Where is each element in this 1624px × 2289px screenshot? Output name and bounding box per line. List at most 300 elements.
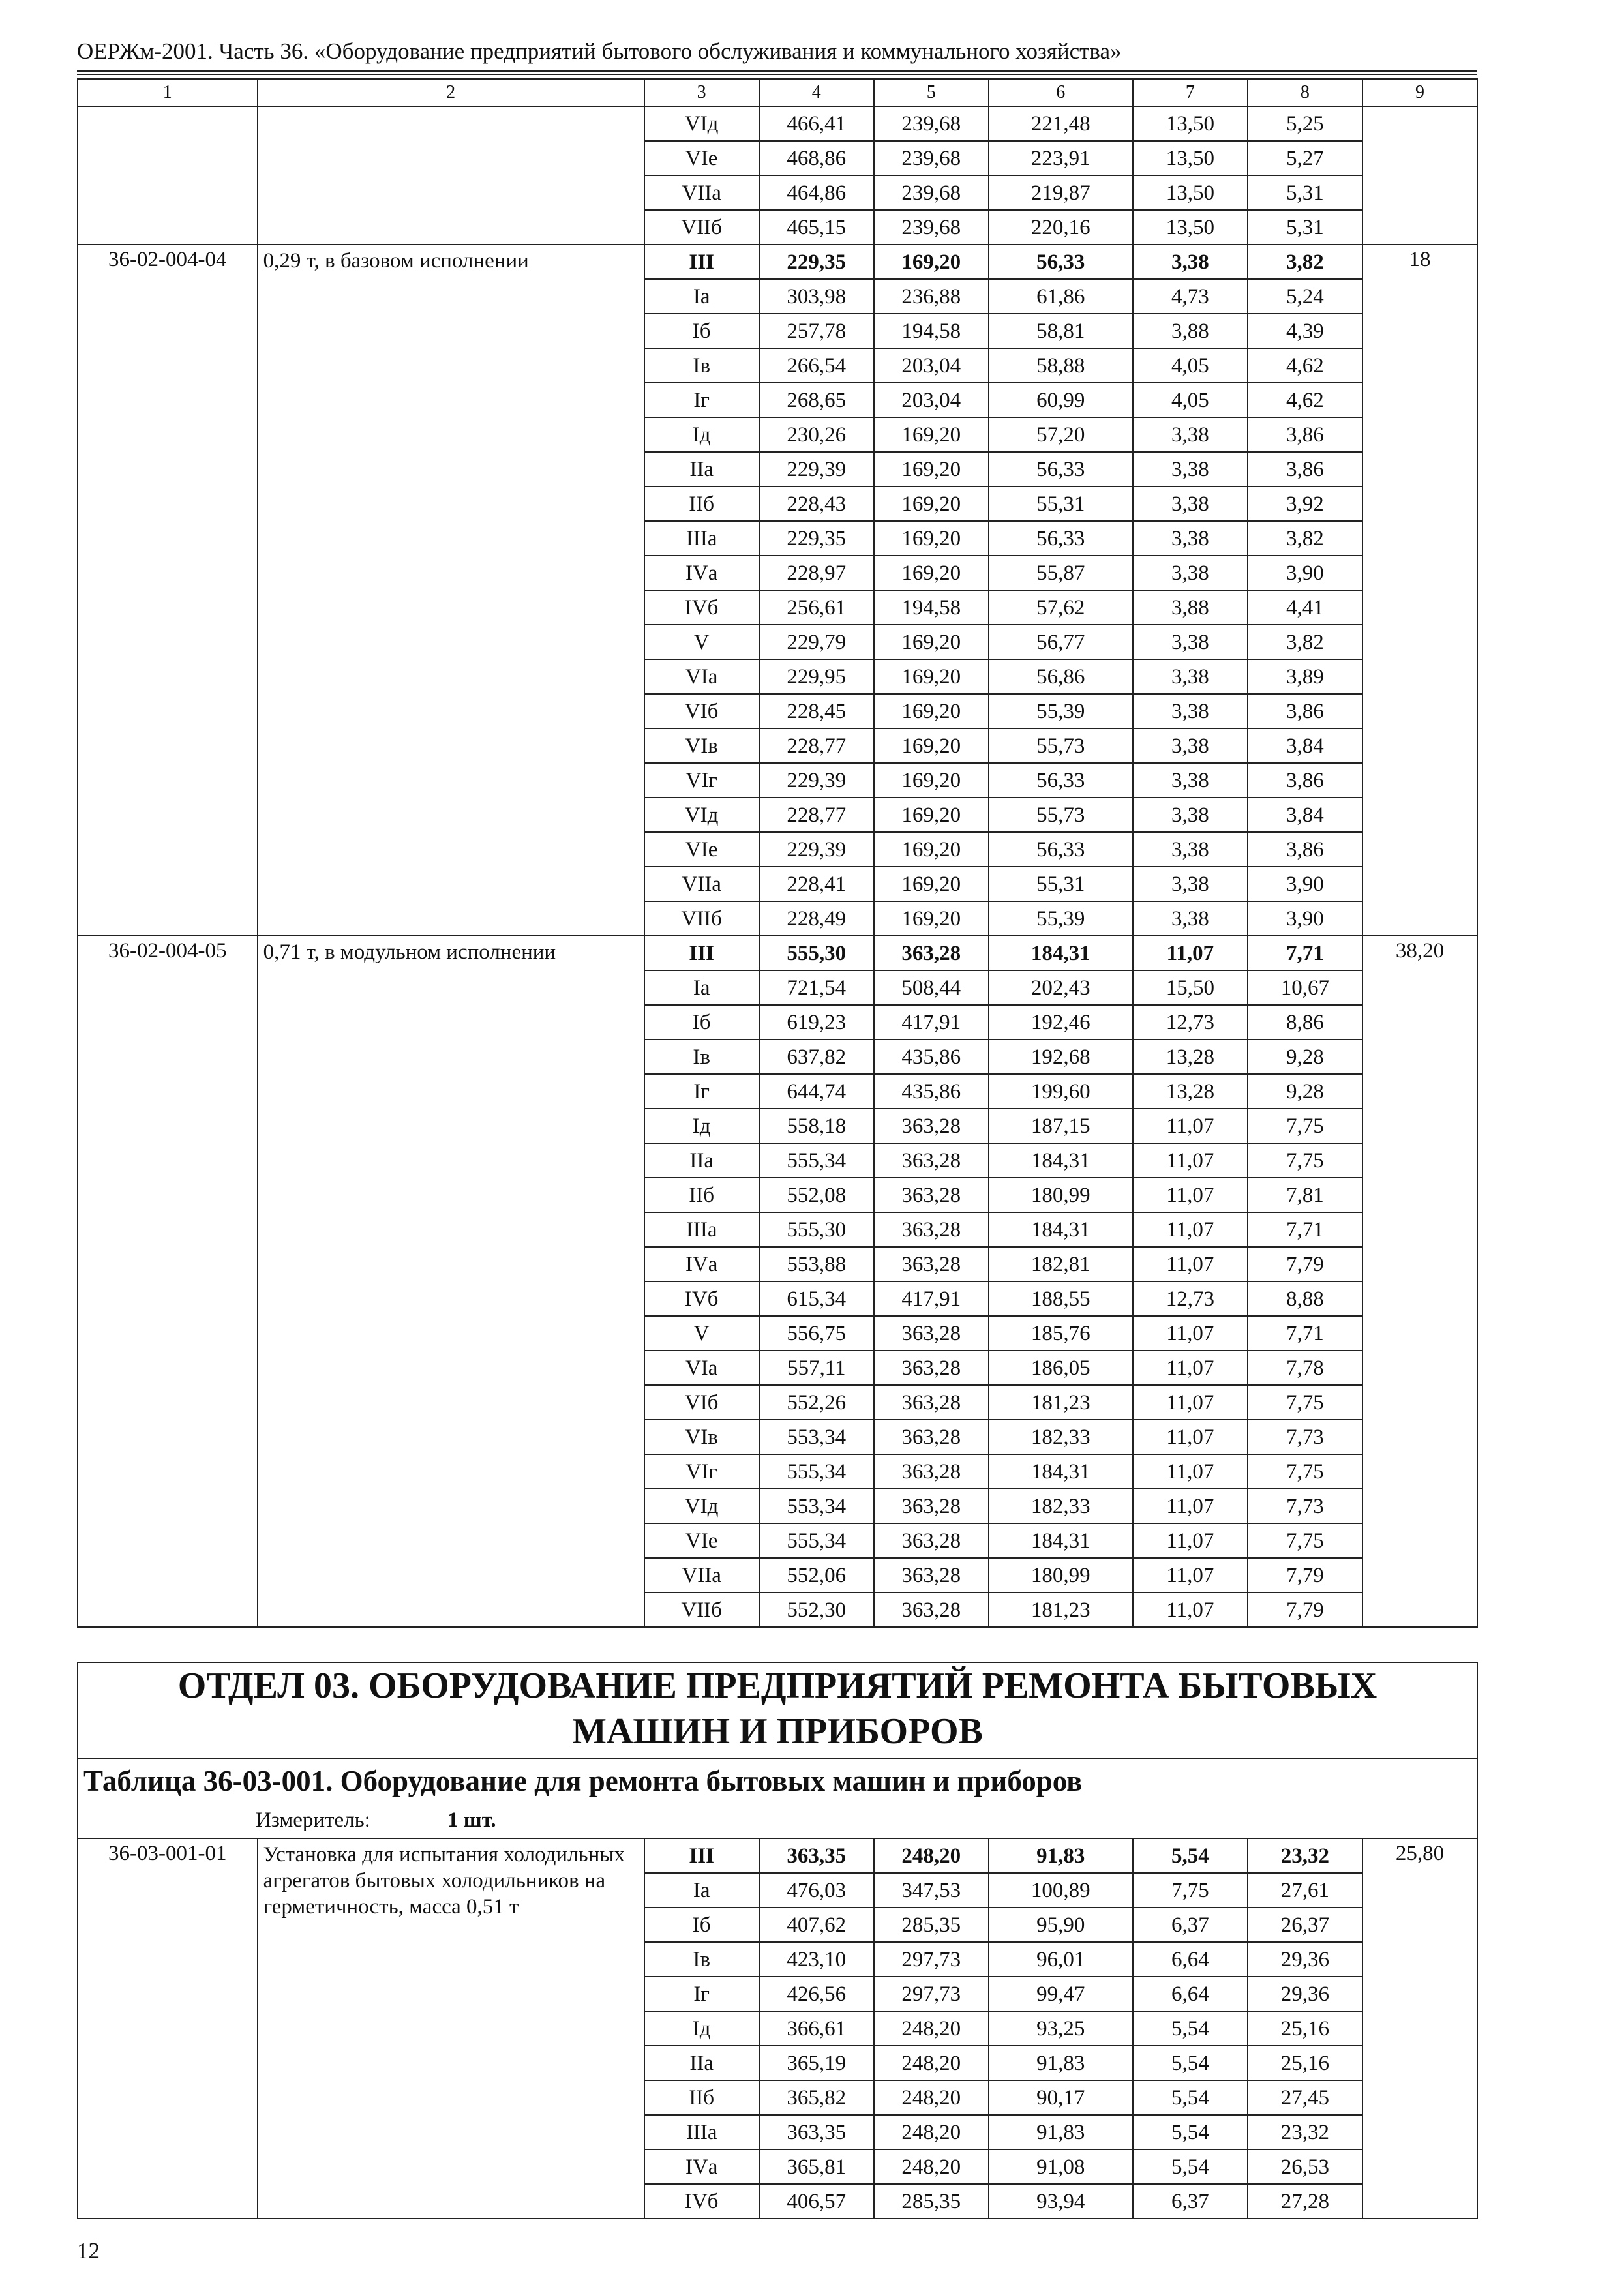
zone-cell: Iг	[644, 1977, 759, 2011]
value-cell: 169,20	[874, 694, 989, 728]
column-number: 3	[644, 79, 759, 106]
description-cell: Установка для испытания холодильных агрегатов бытовых холодильников на герметичность, масса 0,51 т	[258, 1838, 644, 2219]
value-cell: 3,86	[1248, 694, 1362, 728]
value-cell: 15,50	[1133, 970, 1248, 1005]
zone-cell: III	[644, 936, 759, 970]
value-cell: 363,28	[874, 1385, 989, 1420]
description-cell: 0,71 т, в модульном исполнении	[258, 936, 644, 1627]
zone-cell: Iа	[644, 279, 759, 314]
value-cell: 11,07	[1133, 1247, 1248, 1281]
value-cell: 435,86	[874, 1074, 989, 1109]
value-cell: 3,86	[1248, 452, 1362, 486]
value-cell: 11,07	[1133, 1523, 1248, 1558]
value-cell: 99,47	[989, 1977, 1133, 2011]
zone-cell: VIа	[644, 659, 759, 694]
zone-cell: VIIа	[644, 1558, 759, 1593]
value-cell: 4,41	[1248, 590, 1362, 625]
value-cell: 199,60	[989, 1074, 1133, 1109]
zone-cell: III	[644, 1838, 759, 1873]
value-cell: 8,88	[1248, 1281, 1362, 1316]
value-cell: 363,28	[874, 1489, 989, 1523]
table-row	[78, 1838, 1477, 1873]
value-cell: 228,97	[759, 556, 874, 590]
value-cell: 169,20	[874, 245, 989, 279]
zone-cell: IVб	[644, 2184, 759, 2219]
zone-cell: IIIа	[644, 2115, 759, 2149]
value-cell: 363,28	[874, 936, 989, 970]
value-cell: 4,05	[1133, 383, 1248, 417]
value-cell: 3,38	[1133, 694, 1248, 728]
value-cell: 5,54	[1133, 2080, 1248, 2115]
value-cell: 366,61	[759, 2011, 874, 2046]
value-cell: 229,95	[759, 659, 874, 694]
value-cell: 555,30	[759, 936, 874, 970]
value-cell: 248,20	[874, 2115, 989, 2149]
value-cell: 187,15	[989, 1109, 1133, 1143]
value-cell: 363,28	[874, 1454, 989, 1489]
value-cell: 7,75	[1248, 1385, 1362, 1420]
page-number: 12	[77, 2238, 100, 2264]
value-cell: 169,20	[874, 763, 989, 798]
description-cell: 0,29 т, в базовом исполнении	[258, 245, 644, 936]
prices-table-36-03-001	[77, 1838, 1478, 2219]
value-cell: 11,07	[1133, 1558, 1248, 1593]
value-cell: 7,75	[1248, 1143, 1362, 1178]
value-cell: 239,68	[874, 141, 989, 175]
value-cell: 26,53	[1248, 2149, 1362, 2184]
unit-value: 1 шт.	[447, 1808, 496, 1832]
value-cell: 221,48	[989, 106, 1133, 141]
zone-cell: VIе	[644, 832, 759, 867]
value-cell: 7,75	[1248, 1109, 1362, 1143]
table-row	[78, 936, 1477, 970]
value-cell: 29,36	[1248, 1977, 1362, 2011]
value-cell: 239,68	[874, 106, 989, 141]
value-cell: 11,07	[1133, 1420, 1248, 1454]
value-cell: 363,28	[874, 1143, 989, 1178]
value-cell: 55,39	[989, 901, 1133, 936]
value-cell: 363,28	[874, 1558, 989, 1593]
zone-cell: IVб	[644, 590, 759, 625]
value-cell: 229,39	[759, 452, 874, 486]
value-cell: 4,62	[1248, 348, 1362, 383]
value-cell: 223,91	[989, 141, 1133, 175]
value-cell: 303,98	[759, 279, 874, 314]
value-cell: 229,35	[759, 521, 874, 556]
value-cell: 407,62	[759, 1908, 874, 1942]
value-cell: 239,68	[874, 210, 989, 245]
value-cell: 3,89	[1248, 659, 1362, 694]
value-cell: 363,28	[874, 1212, 989, 1247]
value-cell: 9,28	[1248, 1074, 1362, 1109]
value-cell: 3,38	[1133, 417, 1248, 452]
value-cell: 6,37	[1133, 2184, 1248, 2219]
value-cell: 181,23	[989, 1385, 1133, 1420]
zone-cell: Iд	[644, 417, 759, 452]
value-cell: 3,38	[1133, 486, 1248, 521]
value-cell: 363,28	[874, 1316, 989, 1351]
value-cell: 557,11	[759, 1351, 874, 1385]
value-cell: 56,33	[989, 245, 1133, 279]
value-cell: 423,10	[759, 1942, 874, 1977]
zone-cell: VIд	[644, 106, 759, 141]
zone-cell: VIг	[644, 1454, 759, 1489]
column-number: 5	[874, 79, 989, 106]
department-title-line1: ОТДЕЛ 03. ОБОРУДОВАНИЕ ПРЕДПРИЯТИЙ РЕМОНТА БЫТОВЫХ	[177, 1666, 1377, 1706]
value-cell: 266,54	[759, 348, 874, 383]
page-header: ОЕРЖм-2001. Часть 36. «Оборудование предприятий бытового обслуживания и коммунального хозяйства»	[77, 38, 1122, 64]
labor-cell: 25,80	[1362, 1838, 1477, 2219]
zone-cell: VIб	[644, 1385, 759, 1420]
value-cell: 558,18	[759, 1109, 874, 1143]
value-cell: 11,07	[1133, 1212, 1248, 1247]
value-cell: 297,73	[874, 1942, 989, 1977]
header-rule	[77, 70, 1477, 75]
value-cell: 27,45	[1248, 2080, 1362, 2115]
value-cell: 194,58	[874, 590, 989, 625]
value-cell: 363,28	[874, 1109, 989, 1143]
value-cell: 363,28	[874, 1593, 989, 1627]
value-cell: 556,75	[759, 1316, 874, 1351]
zone-cell: Iв	[644, 1942, 759, 1977]
value-cell: 285,35	[874, 1908, 989, 1942]
zone-cell: IIб	[644, 2080, 759, 2115]
value-cell: 7,73	[1248, 1489, 1362, 1523]
value-cell: 169,20	[874, 728, 989, 763]
value-cell: 203,04	[874, 348, 989, 383]
value-cell: 3,86	[1248, 832, 1362, 867]
value-cell: 5,54	[1133, 2011, 1248, 2046]
zone-cell: Iа	[644, 1873, 759, 1908]
value-cell: 417,91	[874, 1281, 989, 1316]
value-cell: 13,28	[1133, 1040, 1248, 1074]
value-cell: 56,33	[989, 763, 1133, 798]
value-cell: 347,53	[874, 1873, 989, 1908]
value-cell: 7,78	[1248, 1351, 1362, 1385]
zone-cell: IIа	[644, 2046, 759, 2080]
value-cell: 257,78	[759, 314, 874, 348]
zone-cell: Iд	[644, 1109, 759, 1143]
value-cell: 13,50	[1133, 106, 1248, 141]
value-cell: 553,34	[759, 1489, 874, 1523]
value-cell: 56,33	[989, 832, 1133, 867]
value-cell: 184,31	[989, 1212, 1133, 1247]
value-cell: 363,28	[874, 1247, 989, 1281]
value-cell: 3,38	[1133, 832, 1248, 867]
value-cell: 466,41	[759, 106, 874, 141]
value-cell: 169,20	[874, 832, 989, 867]
value-cell: 56,77	[989, 625, 1133, 659]
value-cell: 11,07	[1133, 1143, 1248, 1178]
labor-cell	[1362, 106, 1477, 245]
value-cell: 229,39	[759, 832, 874, 867]
value-cell: 220,16	[989, 210, 1133, 245]
value-cell: 3,38	[1133, 763, 1248, 798]
value-cell: 508,44	[874, 970, 989, 1005]
value-cell: 552,26	[759, 1385, 874, 1420]
value-cell: 4,73	[1133, 279, 1248, 314]
value-cell: 219,87	[989, 175, 1133, 210]
value-cell: 248,20	[874, 2080, 989, 2115]
value-cell: 3,38	[1133, 521, 1248, 556]
value-cell: 60,99	[989, 383, 1133, 417]
value-cell: 169,20	[874, 798, 989, 832]
value-cell: 169,20	[874, 486, 989, 521]
value-cell: 55,73	[989, 798, 1133, 832]
value-cell: 555,30	[759, 1212, 874, 1247]
value-cell: 55,39	[989, 694, 1133, 728]
value-cell: 3,82	[1248, 521, 1362, 556]
value-cell: 182,33	[989, 1420, 1133, 1454]
value-cell: 552,06	[759, 1558, 874, 1593]
zone-cell: V	[644, 1316, 759, 1351]
value-cell: 192,68	[989, 1040, 1133, 1074]
value-cell: 6,37	[1133, 1908, 1248, 1942]
value-cell: 11,07	[1133, 1385, 1248, 1420]
value-cell: 56,33	[989, 452, 1133, 486]
value-cell: 27,28	[1248, 2184, 1362, 2219]
value-cell: 7,79	[1248, 1593, 1362, 1627]
rate-code-cell: 36-02-004-05	[78, 936, 258, 1627]
value-cell: 228,77	[759, 728, 874, 763]
value-cell: 55,73	[989, 728, 1133, 763]
value-cell: 3,86	[1248, 763, 1362, 798]
zone-cell: IIа	[644, 1143, 759, 1178]
value-cell: 11,07	[1133, 1351, 1248, 1385]
value-cell: 464,86	[759, 175, 874, 210]
value-cell: 248,20	[874, 2149, 989, 2184]
value-cell: 169,20	[874, 901, 989, 936]
value-cell: 194,58	[874, 314, 989, 348]
value-cell: 435,86	[874, 1040, 989, 1074]
value-cell: 228,49	[759, 901, 874, 936]
value-cell: 7,71	[1248, 1316, 1362, 1351]
table-row	[78, 245, 1477, 279]
zone-cell: IIб	[644, 1178, 759, 1212]
zone-cell: IVб	[644, 1281, 759, 1316]
value-cell: 3,82	[1248, 245, 1362, 279]
value-cell: 644,74	[759, 1074, 874, 1109]
department-heading	[77, 1662, 1478, 1759]
value-cell: 363,28	[874, 1523, 989, 1558]
zone-cell: VIг	[644, 763, 759, 798]
value-cell: 637,82	[759, 1040, 874, 1074]
value-cell: 57,62	[989, 590, 1133, 625]
value-cell: 615,34	[759, 1281, 874, 1316]
column-number: 8	[1248, 79, 1362, 106]
zone-cell: VIIб	[644, 210, 759, 245]
value-cell: 27,61	[1248, 1873, 1362, 1908]
value-cell: 552,08	[759, 1178, 874, 1212]
value-cell: 228,77	[759, 798, 874, 832]
value-cell: 417,91	[874, 1005, 989, 1040]
value-cell: 3,38	[1133, 798, 1248, 832]
value-cell: 56,86	[989, 659, 1133, 694]
value-cell: 3,86	[1248, 417, 1362, 452]
zone-cell: VIв	[644, 728, 759, 763]
zone-cell: Iв	[644, 1040, 759, 1074]
value-cell: 365,81	[759, 2149, 874, 2184]
value-cell: 5,54	[1133, 2046, 1248, 2080]
value-cell: 13,50	[1133, 175, 1248, 210]
zone-cell: Iд	[644, 2011, 759, 2046]
labor-cell: 38,20	[1362, 936, 1477, 1627]
table-row	[78, 106, 1477, 141]
zone-cell: III	[644, 245, 759, 279]
value-cell: 555,34	[759, 1454, 874, 1489]
zone-cell: VIIб	[644, 1593, 759, 1627]
value-cell: 180,99	[989, 1558, 1133, 1593]
value-cell: 12,73	[1133, 1281, 1248, 1316]
department-title-line2: МАШИН И ПРИБОРОВ	[572, 1711, 983, 1752]
value-cell: 11,07	[1133, 1489, 1248, 1523]
value-cell: 3,84	[1248, 728, 1362, 763]
value-cell: 3,90	[1248, 556, 1362, 590]
value-cell: 5,27	[1248, 141, 1362, 175]
value-cell: 202,43	[989, 970, 1133, 1005]
value-cell: 553,88	[759, 1247, 874, 1281]
table-title: Таблица 36-03-001. Оборудование для ремонта бытовых машин и приборов	[83, 1765, 1083, 1797]
value-cell: 285,35	[874, 2184, 989, 2219]
value-cell: 7,71	[1248, 936, 1362, 970]
value-cell: 3,90	[1248, 867, 1362, 901]
value-cell: 91,83	[989, 2115, 1133, 2149]
value-cell: 184,31	[989, 1454, 1133, 1489]
value-cell: 268,65	[759, 383, 874, 417]
column-number: 9	[1362, 79, 1477, 106]
value-cell: 256,61	[759, 590, 874, 625]
value-cell: 11,07	[1133, 1593, 1248, 1627]
value-cell: 3,88	[1133, 590, 1248, 625]
value-cell: 90,17	[989, 2080, 1133, 2115]
value-cell: 100,89	[989, 1873, 1133, 1908]
value-cell: 23,32	[1248, 2115, 1362, 2149]
value-cell: 3,92	[1248, 486, 1362, 521]
zone-cell: VIе	[644, 141, 759, 175]
zone-cell: Iб	[644, 1908, 759, 1942]
value-cell: 169,20	[874, 417, 989, 452]
table-heading	[77, 1756, 1478, 1839]
zone-cell: Iв	[644, 348, 759, 383]
value-cell: 228,41	[759, 867, 874, 901]
value-cell: 25,16	[1248, 2046, 1362, 2080]
zone-cell: Iа	[644, 970, 759, 1005]
value-cell: 13,28	[1133, 1074, 1248, 1109]
value-cell: 3,90	[1248, 901, 1362, 936]
description-cell	[258, 106, 644, 245]
zone-cell: IVа	[644, 1247, 759, 1281]
value-cell: 182,81	[989, 1247, 1133, 1281]
value-cell: 5,54	[1133, 2149, 1248, 2184]
value-cell: 363,35	[759, 2115, 874, 2149]
value-cell: 7,75	[1133, 1873, 1248, 1908]
value-cell: 91,83	[989, 1838, 1133, 1873]
value-cell: 4,62	[1248, 383, 1362, 417]
value-cell: 9,28	[1248, 1040, 1362, 1074]
value-cell: 3,38	[1133, 452, 1248, 486]
value-cell: 55,87	[989, 556, 1133, 590]
value-cell: 5,31	[1248, 210, 1362, 245]
value-cell: 3,82	[1248, 625, 1362, 659]
zone-cell: IIа	[644, 452, 759, 486]
value-cell: 229,79	[759, 625, 874, 659]
value-cell: 57,20	[989, 417, 1133, 452]
column-number: 1	[78, 79, 258, 106]
value-cell: 7,75	[1248, 1454, 1362, 1489]
value-cell: 468,86	[759, 141, 874, 175]
value-cell: 721,54	[759, 970, 874, 1005]
value-cell: 426,56	[759, 1977, 874, 2011]
value-cell: 12,73	[1133, 1005, 1248, 1040]
value-cell: 6,64	[1133, 1977, 1248, 2011]
value-cell: 552,30	[759, 1593, 874, 1627]
zone-cell: VIа	[644, 1351, 759, 1385]
value-cell: 297,73	[874, 1977, 989, 2011]
column-number: 7	[1133, 79, 1248, 106]
value-cell: 4,05	[1133, 348, 1248, 383]
value-cell: 203,04	[874, 383, 989, 417]
value-cell: 169,20	[874, 867, 989, 901]
value-cell: 186,05	[989, 1351, 1133, 1385]
value-cell: 188,55	[989, 1281, 1133, 1316]
value-cell: 23,32	[1248, 1838, 1362, 1873]
value-cell: 11,07	[1133, 936, 1248, 970]
value-cell: 7,75	[1248, 1523, 1362, 1558]
value-cell: 184,31	[989, 1523, 1133, 1558]
value-cell: 363,35	[759, 1838, 874, 1873]
value-cell: 58,88	[989, 348, 1133, 383]
value-cell: 3,38	[1133, 659, 1248, 694]
value-cell: 25,16	[1248, 2011, 1362, 2046]
value-cell: 55,31	[989, 867, 1133, 901]
value-cell: 3,38	[1133, 245, 1248, 279]
value-cell: 3,38	[1133, 728, 1248, 763]
zone-cell: IVа	[644, 2149, 759, 2184]
rate-code-cell: 36-03-001-01	[78, 1838, 258, 2219]
value-cell: 5,31	[1248, 175, 1362, 210]
zone-cell: VIд	[644, 798, 759, 832]
value-cell: 229,39	[759, 763, 874, 798]
zone-cell: IIб	[644, 486, 759, 521]
value-cell: 26,37	[1248, 1908, 1362, 1942]
zone-cell: VIIа	[644, 867, 759, 901]
value-cell: 5,25	[1248, 106, 1362, 141]
zone-cell: VIд	[644, 1489, 759, 1523]
value-cell: 5,24	[1248, 279, 1362, 314]
value-cell: 7,81	[1248, 1178, 1362, 1212]
column-number: 4	[759, 79, 874, 106]
value-cell: 11,07	[1133, 1109, 1248, 1143]
value-cell: 184,31	[989, 936, 1133, 970]
value-cell: 5,54	[1133, 1838, 1248, 1873]
value-cell: 248,20	[874, 1838, 989, 1873]
value-cell: 228,45	[759, 694, 874, 728]
value-cell: 11,07	[1133, 1178, 1248, 1212]
zone-cell: VIIа	[644, 175, 759, 210]
column-number: 2	[258, 79, 644, 106]
value-cell: 29,36	[1248, 1942, 1362, 1977]
value-cell: 3,38	[1133, 556, 1248, 590]
zone-cell: VIб	[644, 694, 759, 728]
value-cell: 6,64	[1133, 1942, 1248, 1977]
zone-cell: Iб	[644, 1005, 759, 1040]
value-cell: 169,20	[874, 452, 989, 486]
value-cell: 180,99	[989, 1178, 1133, 1212]
value-cell: 10,67	[1248, 970, 1362, 1005]
rate-code-cell	[78, 106, 258, 245]
value-cell: 91,08	[989, 2149, 1133, 2184]
value-cell: 91,83	[989, 2046, 1133, 2080]
